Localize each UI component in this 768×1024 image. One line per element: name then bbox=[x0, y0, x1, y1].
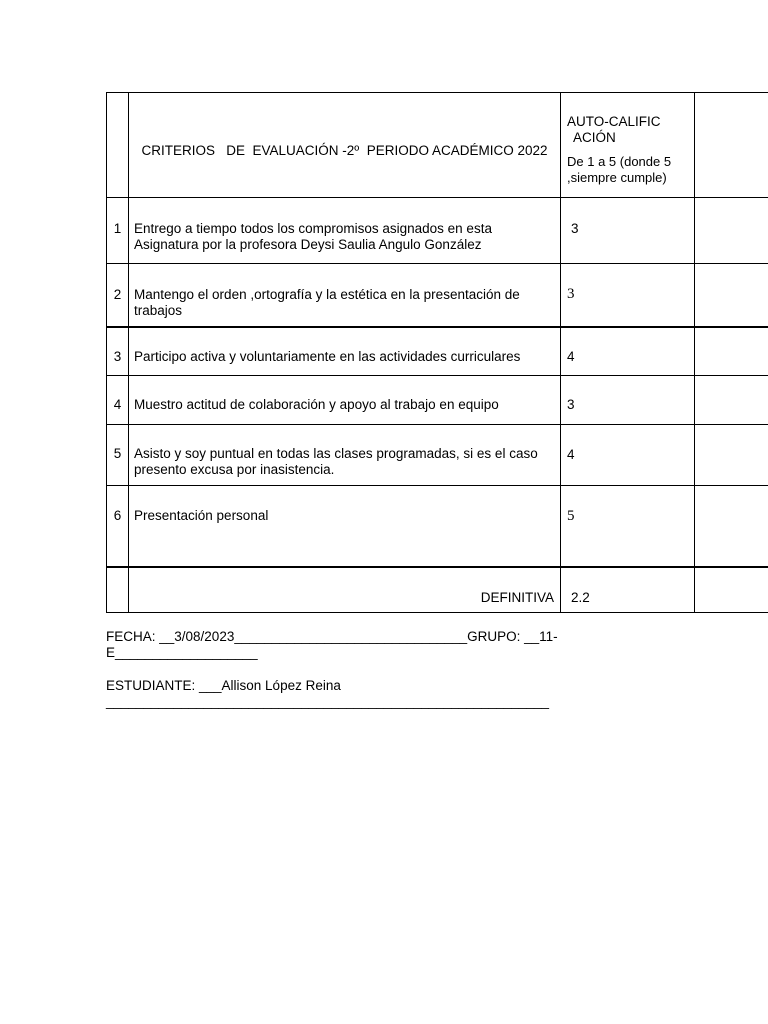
extra-cell bbox=[695, 376, 768, 425]
table-row bbox=[107, 425, 768, 486]
score-value: 5 bbox=[561, 486, 695, 567]
final-score: 2.2 bbox=[561, 567, 695, 613]
score-value: 3 bbox=[561, 376, 695, 425]
criterion-text: Presentación personal bbox=[129, 486, 561, 567]
extra-header-cell bbox=[695, 93, 768, 198]
evaluation-table bbox=[106, 92, 768, 613]
table-row bbox=[107, 376, 768, 425]
grupo-continuation: E___________________ bbox=[106, 645, 258, 660]
score-value: 3 bbox=[561, 198, 695, 264]
fecha-text: FECHA: __3/08/2023_______________________________GRUPO: __11- bbox=[106, 629, 558, 644]
rating-header-cell bbox=[561, 93, 695, 198]
row-number: 6 bbox=[107, 486, 129, 567]
estudiante-line bbox=[106, 678, 549, 710]
extra-cell bbox=[695, 264, 768, 327]
rating-title: AUTO-CALIFICACIÓN bbox=[567, 114, 661, 145]
table-row bbox=[107, 486, 768, 567]
rating-scale: De 1 a 5 (donde 5 ,siempre cumple) bbox=[567, 154, 672, 185]
table-row bbox=[107, 327, 768, 376]
estudiante-text: ESTUDIANTE: ___Allison López Reina bbox=[106, 678, 341, 693]
criterion-text: Asisto y soy puntual en todas las clases programadas, si es el caso presento excusa por inasistencia. bbox=[129, 425, 561, 486]
criterion-text: Mantengo el orden ,ortografía y la estética en la presentación de trabajos bbox=[129, 264, 561, 327]
score-value: 4 bbox=[561, 327, 695, 376]
extra-cell bbox=[695, 425, 768, 486]
final-num-cell bbox=[107, 567, 129, 613]
table-row bbox=[107, 264, 768, 327]
criteria-header-cell bbox=[129, 93, 561, 198]
criteria-title: CRITERIOS DE EVALUACIÓN -2º PERIODO ACADÉMICO 2022 bbox=[141, 143, 548, 158]
final-row bbox=[107, 567, 768, 613]
estudiante-underline: ___________________________________________________________ bbox=[106, 694, 549, 709]
fecha-grupo-line bbox=[106, 629, 558, 661]
header-row bbox=[107, 93, 768, 198]
extra-cell bbox=[695, 567, 768, 613]
row-number: 3 bbox=[107, 327, 129, 376]
extra-cell bbox=[695, 198, 768, 264]
score-value: 4 bbox=[561, 425, 695, 486]
extra-cell bbox=[695, 486, 768, 567]
criterion-text: Participo activa y voluntariamente en las actividades curriculares bbox=[129, 327, 561, 376]
row-number: 2 bbox=[107, 264, 129, 327]
row-number: 5 bbox=[107, 425, 129, 486]
table-row bbox=[107, 198, 768, 264]
final-label: DEFINITIVA bbox=[129, 567, 561, 613]
header-num-cell bbox=[107, 93, 129, 198]
extra-cell bbox=[695, 327, 768, 376]
row-number: 4 bbox=[107, 376, 129, 425]
criterion-text: Entrego a tiempo todos los compromisos asignados en esta Asignatura por la profesora Deysi Saulia Angulo González bbox=[129, 198, 561, 264]
score-value: 3 bbox=[561, 264, 695, 327]
criterion-text: Muestro actitud de colaboración y apoyo al trabajo en equipo bbox=[129, 376, 561, 425]
row-number: 1 bbox=[107, 198, 129, 264]
